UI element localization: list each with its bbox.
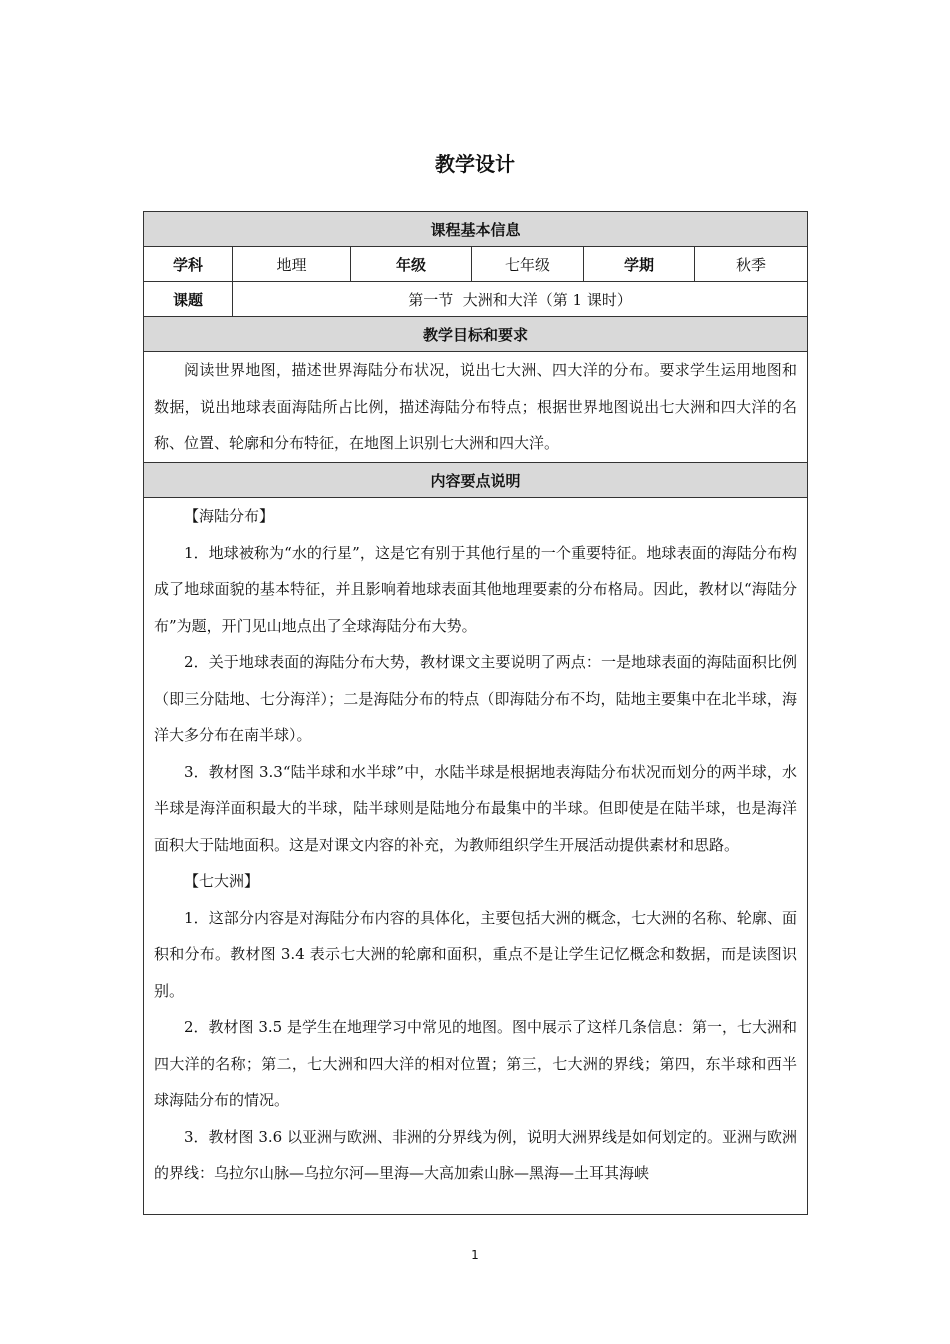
section-header-goals: 教学目标和要求 <box>144 317 808 352</box>
content-paragraph: 2．关于地球表面的海陆分布大势，教材课文主要说明了两点：一是地球表面的海陆面积比例（即三分陆地、七分海洋）；二是海陆分布的特点（即海陆分布不均，陆地主要集中在北半球，海洋大多分布在南半球）。 <box>154 653 798 744</box>
goals-text: 阅读世界地图，描述世界海陆分布状况，说出七大洲、四大洋的分布。要求学生运用地图和数据，说出地球表面海陆所占比例，描述海陆分布特点；根据世界地图说出七大洲和四大洋的名称、位置、轮廓和分布特征，在地图上识别七大洲和四大洋。 <box>154 361 798 452</box>
section-header-content: 内容要点说明 <box>144 463 808 498</box>
content-paragraph: 【七大洲】 <box>184 872 260 890</box>
document-title: 教学设计 <box>435 152 515 176</box>
content-paragraph: 3．教材图 3.6 以亚洲与欧洲、非洲的分界线为例，说明大洲界线是如何划定的。亚洲与欧洲的界线：乌拉尔山脉—乌拉尔河—里海—大高加索山脉—黑海—土耳其海峡 <box>154 1127 798 1182</box>
content-paragraph: 1．这部分内容是对海陆分布内容的具体化，主要包括大洲的概念，七大洲的名称、轮廓、面积和分布。教材图 3.4 表示七大洲的轮廓和面积，重点不是让学生记忆概念和数据，而是读图识别。 <box>154 908 798 1000</box>
page-number: 1 <box>471 1248 479 1262</box>
content-cell <box>144 498 808 1215</box>
topic-label: 课题 <box>144 282 233 317</box>
section-header-basic-info: 课程基本信息 <box>144 212 808 247</box>
topic-value: 第一节 大洲和大洋（第 1 课时） <box>233 282 808 317</box>
grade-label: 年级 <box>351 247 472 282</box>
content-paragraph: 【海陆分布】 <box>184 507 275 525</box>
content-paragraph: 2．教材图 3.5 是学生在地理学习中常见的地图。图中展示了这样几条信息：第一，七大洲和四大洋的名称；第二，七大洲和四大洋的相对位置；第三，七大洲的界线；第四，东半球和西半球海陆分布的情况。 <box>154 1018 798 1109</box>
grade-value: 七年级 <box>472 247 584 282</box>
term-value: 秋季 <box>695 247 808 282</box>
subject-value: 地理 <box>233 247 351 282</box>
content-paragraph: 1．地球被称为“水的行星”，这是它有别于其他行星的一个重要特征。地球表面的海陆分布构成了地球面貌的基本特征，并且影响着地球表面其他地理要素的分布格局。因此，教材以“海陆分布”为题，开门见山地点出了全球海陆分布大势。 <box>154 543 798 635</box>
goals-cell <box>144 352 808 463</box>
content-paragraph: 3．教材图 3.3“陆半球和水半球”中，水陆半球是根据地表海陆分布状况而划分的两半球，水半球是海洋面积最大的半球，陆半球则是陆地分布最集中的半球。但即使是在陆半球，也是海洋面积大于陆地面积。这是对课文内容的补充，为教师组织学生开展活动提供素材和思路。 <box>154 762 798 854</box>
term-label: 学期 <box>584 247 695 282</box>
lesson-plan-table <box>143 211 808 1215</box>
subject-label: 学科 <box>144 247 233 282</box>
